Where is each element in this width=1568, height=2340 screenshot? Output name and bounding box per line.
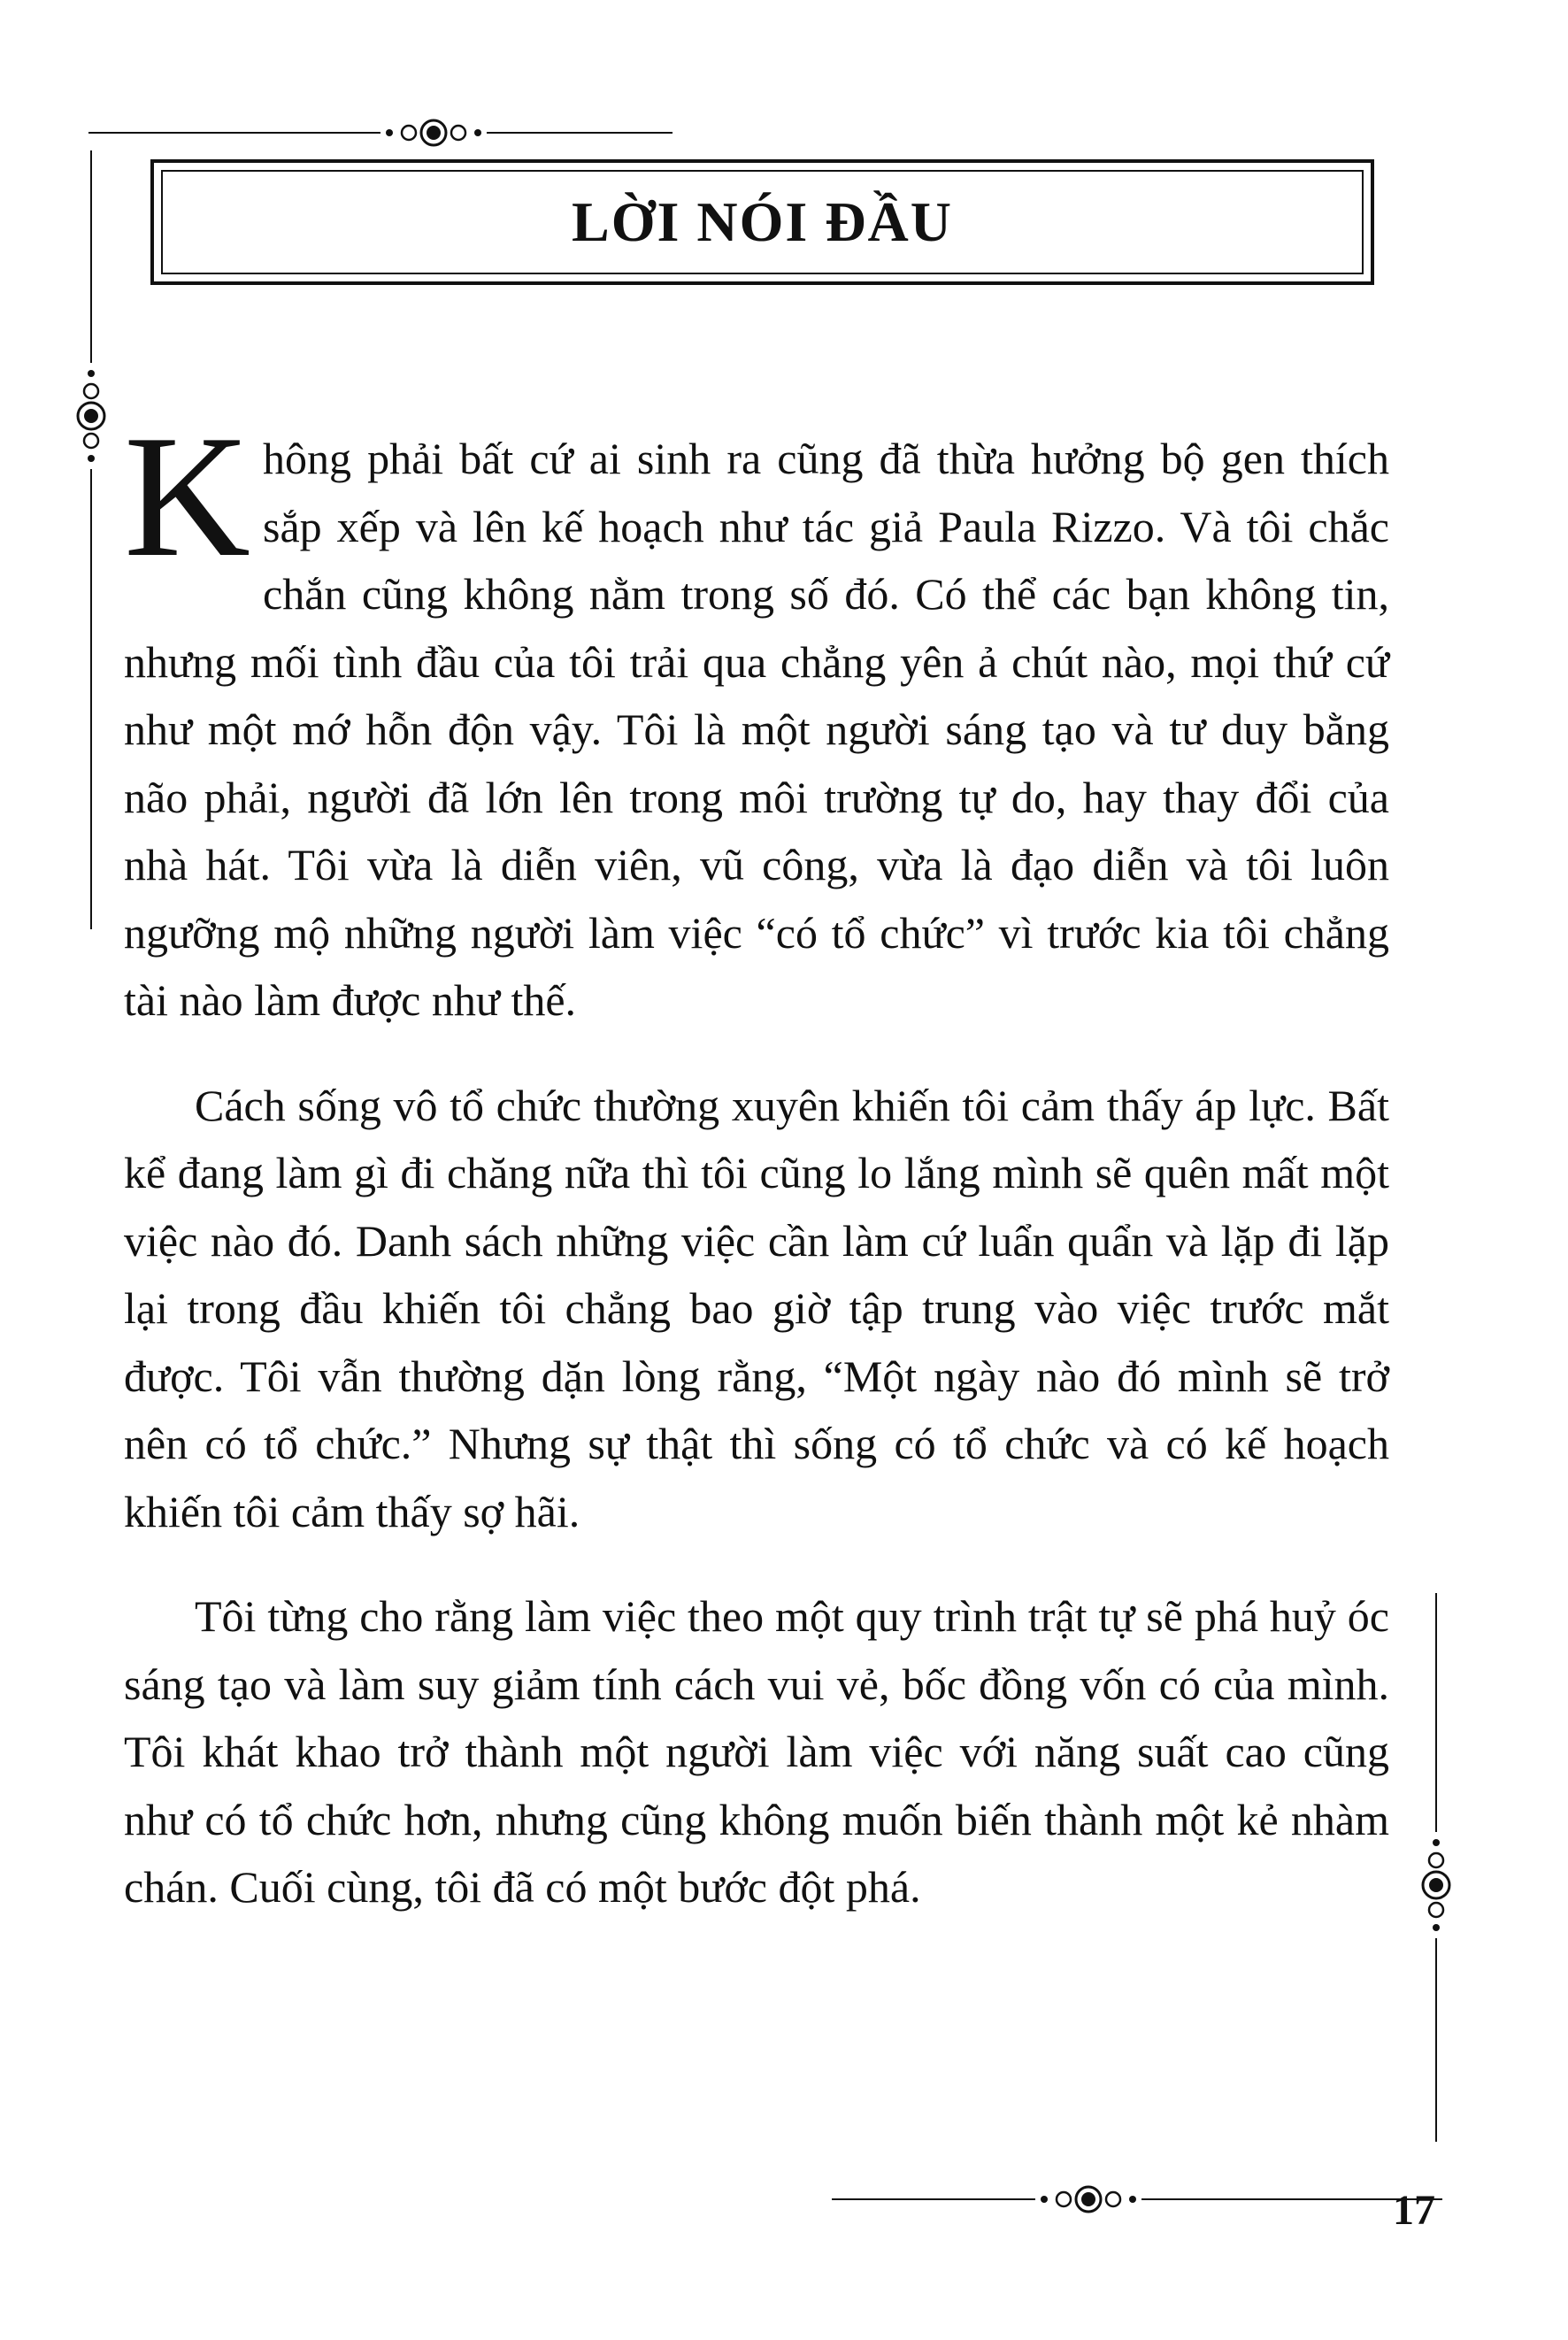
- paragraph-2: Cách sống vô tổ chức thường xuyên khiến tôi cảm thấy áp lực. Bất kể đang làm gì đi chăng nữa thì tôi cũng lo lắng mình sẽ quên mất một việc nào đó. Danh sách những việc cần làm cứ luẩn quẩn và lặp đi lặp lại trong đầu khiến tôi chẳng bao giờ tập trung vào việc trước mắt được. Tôi vẫn thường dặn lòng rằng, “Một ngày nào đó mình sẽ trở nên có tổ chức.” Nhưng sự thật thì sống có tổ chức và có kế hoạch khiến tôi cảm thấy sợ hãi.: [124, 1080, 1389, 1536]
- paragraph-1: [124, 399, 1389, 1035]
- left-vertical-ornament: [66, 150, 119, 947]
- page-number: 17: [1393, 2187, 1435, 2234]
- top-ornament: [88, 115, 681, 150]
- body-text: [124, 399, 1389, 1959]
- chapter-title-inner-frame: [161, 170, 1364, 274]
- bottom-ornament: [832, 2182, 1451, 2217]
- right-vertical-ornament: [1411, 1593, 1464, 2159]
- chapter-title: LỜI NÓI ĐẦU: [572, 190, 953, 253]
- paragraph-1-text: hông phải bất cứ ai sinh ra cũng đã thừa hưởng bộ gen thích sắp xếp và lên kế hoạch như tác giả Paula Rizzo. Và tôi chắc chắn cũng không nằm trong số đó. Có thể các bạn không tin, nhưng mối tình đầu của tôi trải qua chẳng yên ả chút nào, mọi thứ cứ như một mớ hỗn độn vậy. Tôi là một người sáng tạo và tư duy bằng não phải, người đã lớn lên trong môi trường tự do, hay thay đổi của nhà hát. Tôi vừa là diễn viên, vũ công, vừa là đạo diễn và tôi luôn ngưỡng mộ những người làm việc “có tổ chức” vì trước kia tôi chẳng tài nào làm được như thế.: [124, 434, 1389, 1025]
- drop-cap: K: [124, 399, 250, 593]
- paragraph-3: Tôi từng cho rằng làm việc theo một quy trình trật tự sẽ phá huỷ óc sáng tạo và làm suy giảm tính cách vui vẻ, bốc đồng vốn có của mình. Tôi khát khao trở thành một người làm việc với năng suất cao cũng như có tổ chức hơn, nhưng cũng không muốn biến thành một kẻ nhàm chán. Cuối cùng, tôi đã có một bước đột phá.: [124, 1591, 1389, 1912]
- chapter-title-box: [150, 159, 1374, 285]
